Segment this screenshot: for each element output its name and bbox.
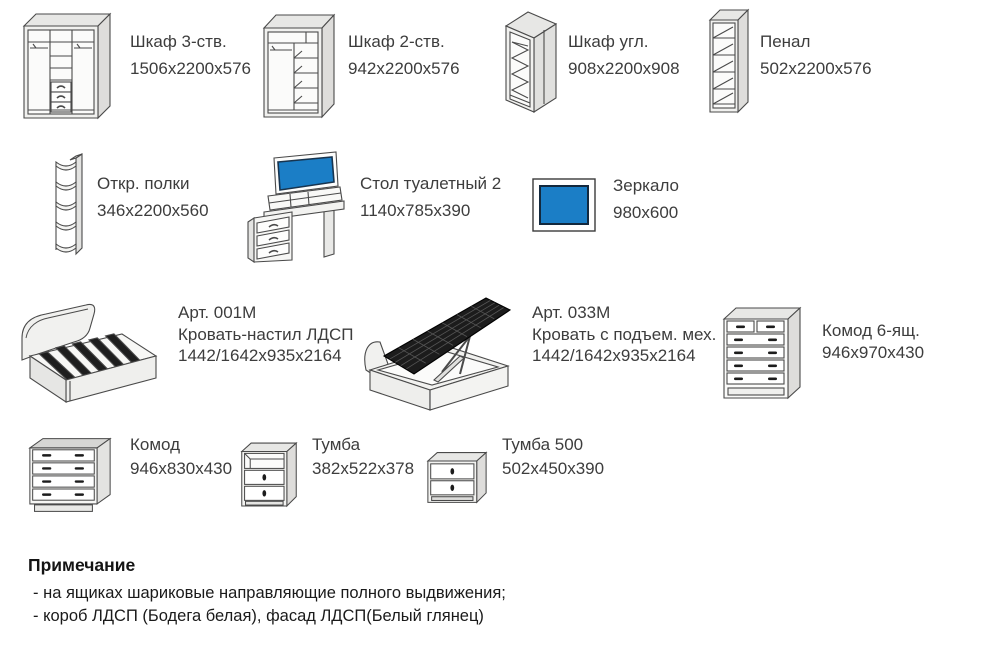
item-name: Шкаф угл. [568, 32, 649, 51]
nightstand-drawing [238, 438, 300, 512]
item-name: Пенал [760, 32, 811, 51]
chest-4-drawers-drawing [26, 433, 114, 517]
item-dims: 1442/1642x935x2164 [178, 346, 342, 365]
item-label [130, 28, 251, 82]
item-label [178, 302, 353, 367]
item-dims: 1442/1642x935x2164 [532, 346, 696, 365]
mirror-drawing [532, 178, 596, 232]
item-dims: 908x2200x908 [568, 59, 680, 78]
item-dims: 502x450x390 [502, 458, 605, 478]
item-name: Комод 6-ящ. [822, 321, 920, 340]
item-dims: 980x600 [613, 203, 679, 222]
item-label [360, 170, 501, 224]
bed-slatted-drawing [4, 298, 168, 412]
item-dims: 346x2200x560 [97, 201, 209, 220]
item-art: Арт. 033М [532, 303, 611, 322]
item-label [97, 170, 209, 224]
note-title: Примечание [28, 555, 136, 575]
item-label [130, 433, 232, 480]
item-label [348, 28, 460, 82]
item-dims: 382x522x378 [312, 458, 415, 478]
item-name: Кровать-настил ЛДСП [178, 324, 354, 344]
item-dims: 942x2200x576 [348, 59, 460, 78]
nightstand-500-drawing [424, 446, 490, 508]
corner-wardrobe-drawing [500, 6, 564, 120]
item-name: Тумба [312, 435, 361, 454]
note-line-2: - короб ЛДСП (Бодега белая), фасад ЛДСП(Белый глянец) [33, 607, 484, 625]
item-label [568, 28, 680, 82]
item-dims: 946x970x430 [822, 342, 925, 362]
mirror-glass [540, 186, 588, 224]
item-dims: 946x830x430 [130, 458, 233, 478]
item-name: Шкаф 3-ств. [130, 32, 227, 51]
dressing-table-drawing [244, 150, 346, 266]
item-label [760, 28, 872, 82]
item-name: Шкаф 2-ств. [348, 32, 445, 51]
item-label [822, 320, 924, 363]
item-label [502, 433, 604, 480]
item-art: Арт. 001М [178, 303, 257, 322]
open-shelves-drawing [50, 150, 88, 260]
wardrobe-2-door-drawing [260, 10, 340, 122]
item-label [532, 302, 716, 367]
wardrobe-3-door-drawing [20, 10, 116, 122]
item-label [613, 172, 679, 226]
item-name: Тумба 500 [502, 435, 584, 454]
chest-6-drawers-drawing [720, 303, 804, 401]
item-dims: 1506x2200x576 [130, 59, 252, 78]
note-line-1: - на ящиках шариковые направляющие полного выдвижения; [33, 584, 506, 602]
bed-lift-drawing [358, 290, 518, 414]
item-dims: 1140x785x390 [360, 201, 471, 220]
item-label [312, 433, 414, 480]
item-name: Кровать с подъем. мех. [532, 324, 717, 344]
item-dims: 502x2200x576 [760, 59, 872, 78]
item-name: Зеркало [613, 176, 680, 195]
item-name: Откр. полки [97, 174, 190, 193]
tall-cabinet-drawing [706, 6, 752, 118]
item-name: Комод [130, 435, 181, 454]
item-name: Стол туалетный 2 [360, 174, 502, 193]
